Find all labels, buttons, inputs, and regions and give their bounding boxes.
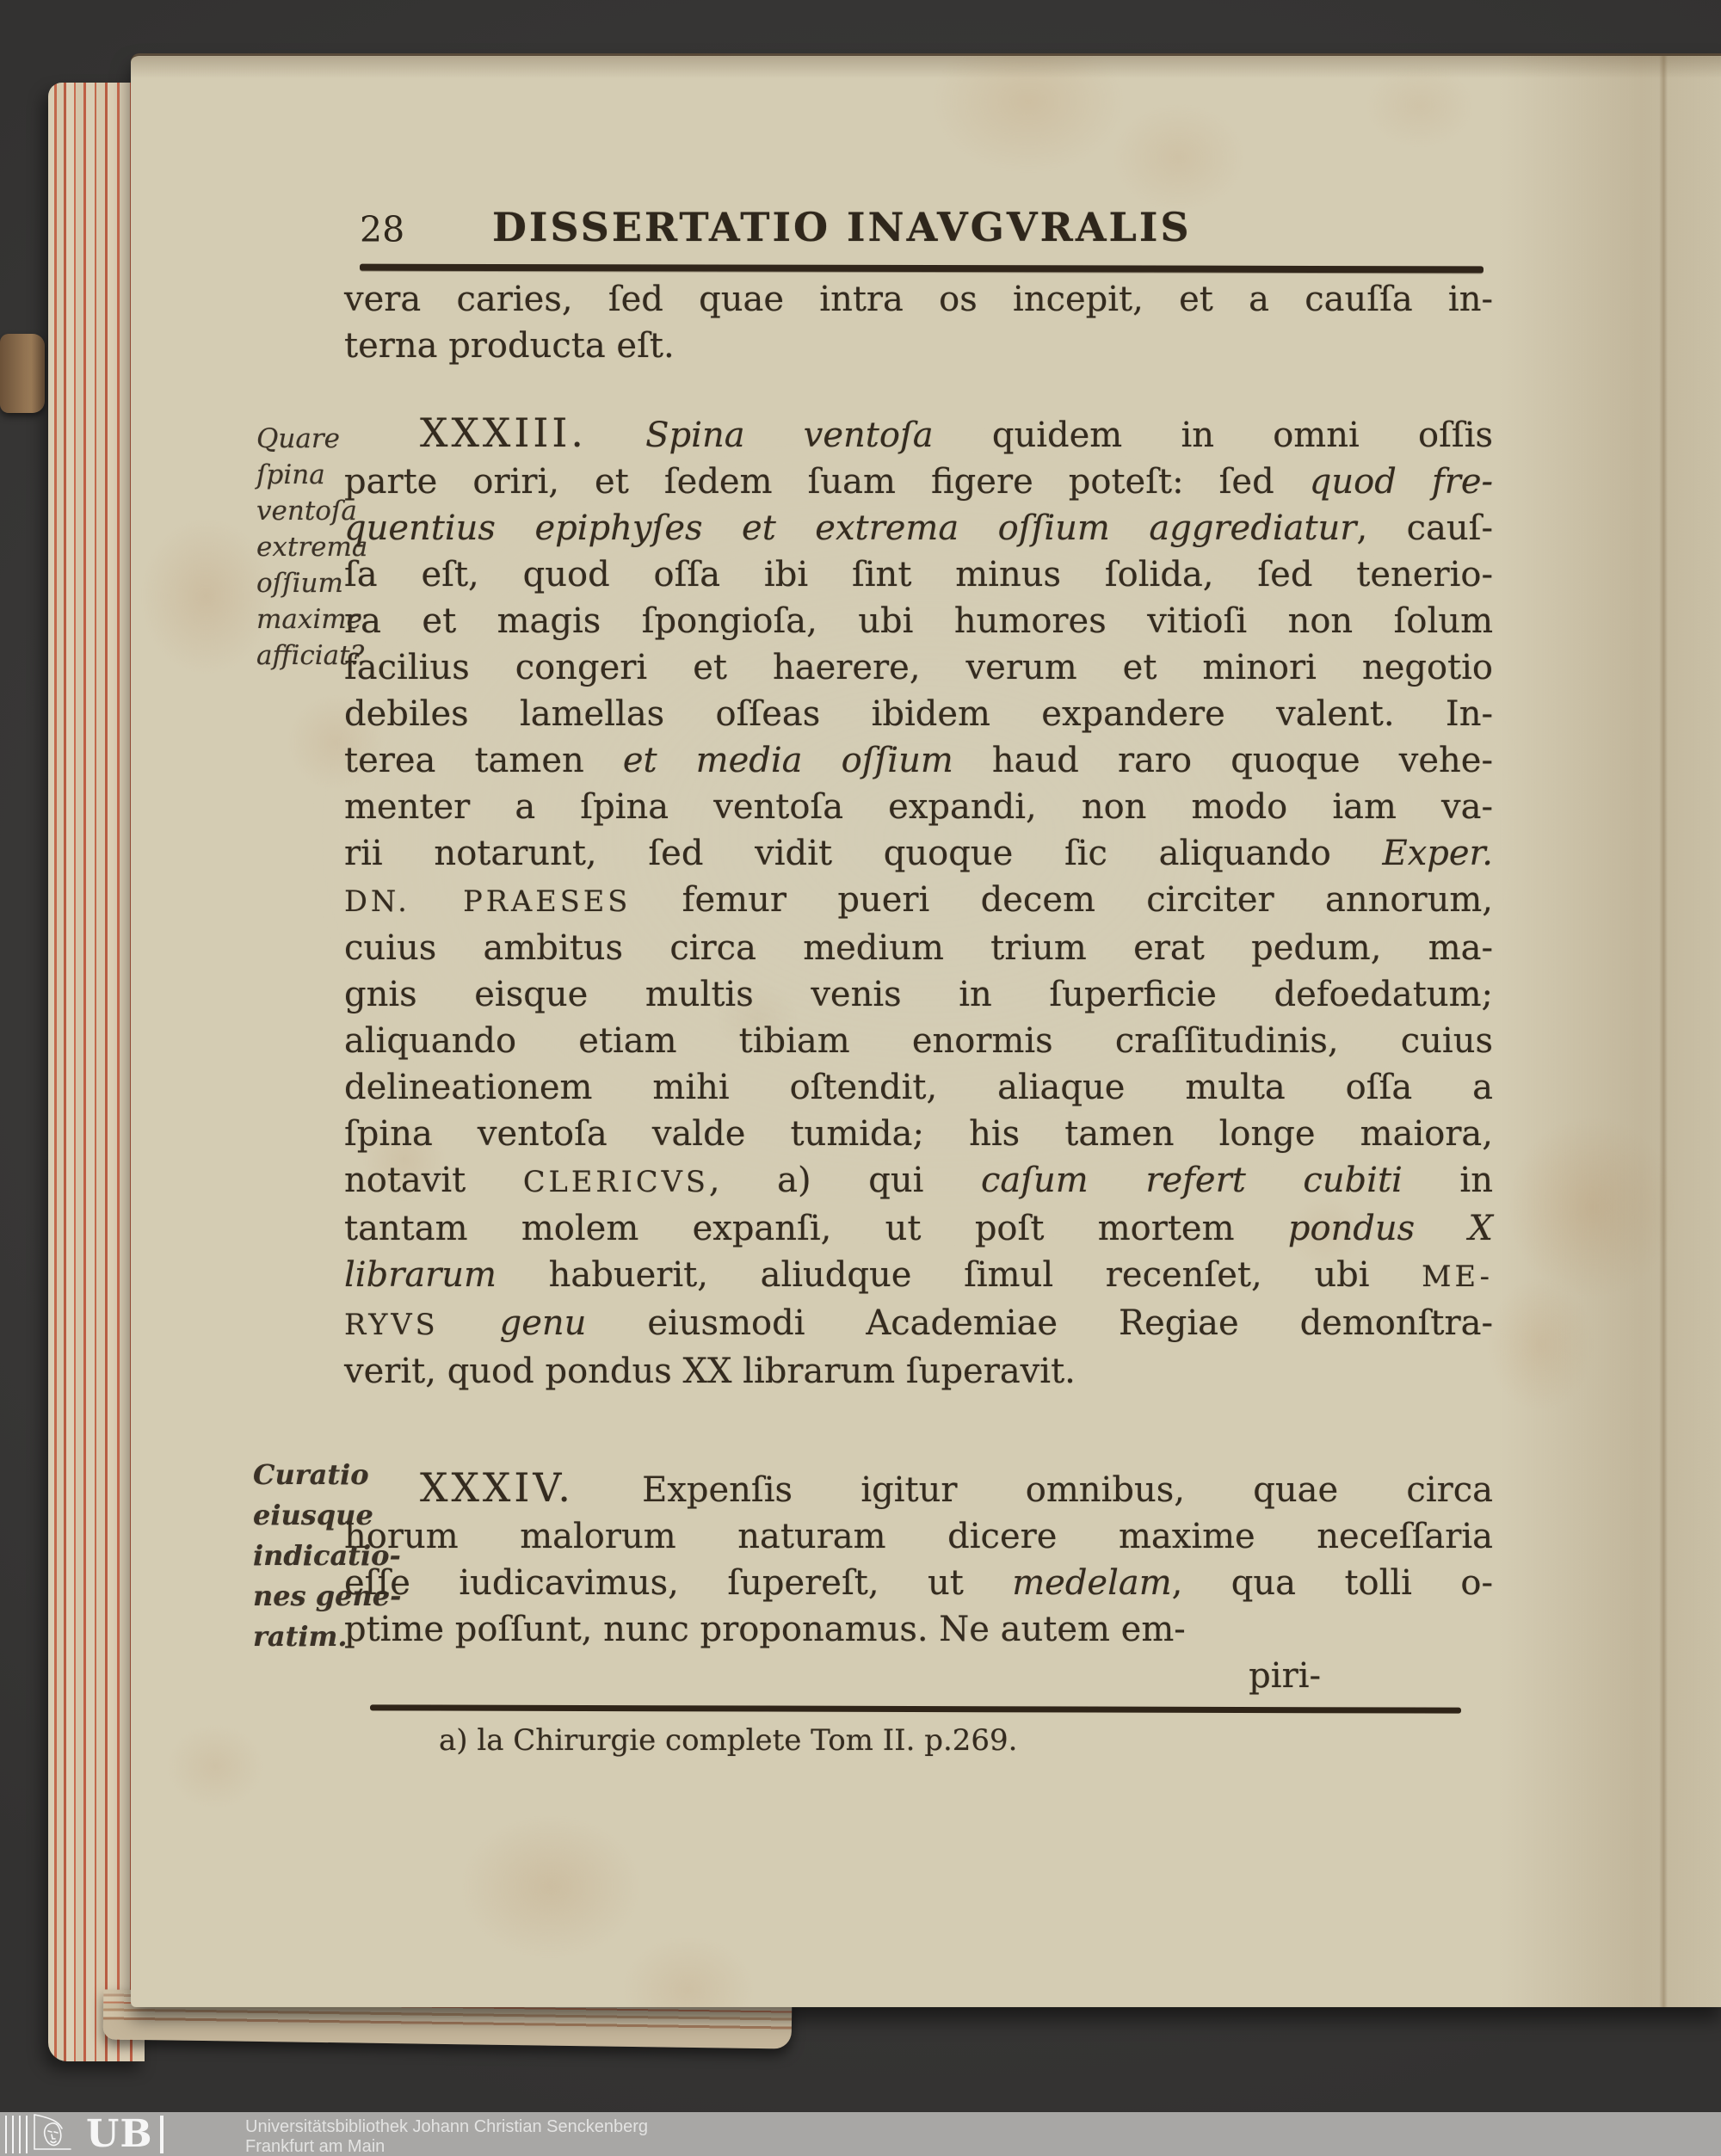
text-line: ſa eſt, quod oſſa ibi ſint minus ſolida, ſed tenerio- (344, 555, 1493, 594)
margin-note-line: ventoſa (256, 496, 357, 527)
library-footer-bar (0, 2112, 1721, 2156)
book-spines-icon (5, 2116, 31, 2153)
page-number: 28 (360, 209, 405, 250)
margin-note-line: maxime (256, 604, 363, 635)
text-line: DN. PRAESES femur pueri decem circiter annorum, (344, 880, 1493, 920)
margin-note-line: afficiat? (256, 640, 365, 671)
text-line: menter a ſpina ventoſa expandi, non modo iam va- (344, 787, 1493, 827)
margin-note-line: ſpina (256, 459, 325, 490)
margin-note-line: eiusque (253, 1499, 373, 1531)
text-line: eſſe iudicavimus, ſupereſt, ut medelam, qua tolli o- (344, 1563, 1493, 1603)
margin-note-line: ratim. (253, 1620, 348, 1653)
text-line: quentius epiphyſes et extrema oſſium aggrediatur, cauſ- (344, 508, 1494, 548)
text-line: piri- (1249, 1656, 1321, 1696)
header-rule (360, 264, 1484, 274)
text-line: gnis eisque multis venis in ſuperficie defoedatum; (344, 975, 1493, 1014)
text-line: cuius ambitus circa medium trium erat pedum, ma- (344, 928, 1493, 968)
text-line: ptime poſſunt, nunc proponamus. Ne autem em- (344, 1610, 1186, 1649)
text-line: RYVS genu eiusmodi Academiae Regiae demonſtra- (344, 1303, 1493, 1343)
margin-note-line: extrema (256, 532, 368, 563)
ub-logo (5, 2111, 163, 2156)
goethe-portrait-icon (33, 2113, 83, 2155)
ub-logo-text: UB (86, 2111, 153, 2156)
text-line: ſpina ventoſa valde tumida; his tamen longe maiora, (344, 1114, 1493, 1154)
running-title: DISSERTATIO INAVGVRALIS (492, 204, 1192, 250)
margin-note-line: indicatio- (253, 1539, 401, 1572)
library-name: Universitätsbibliothek Johann Christian Senckenberg (245, 2117, 649, 2136)
text-line: tantam molem expanſi, ut poſt mortem pondus X (344, 1209, 1493, 1248)
text-line: ra et magis ſpongioſa, ubi humores vitioſi non ſolum (344, 601, 1493, 641)
text-line: facilius congeri et haerere, verum et minori negotio (344, 648, 1493, 687)
gutter-fold-shadow (1659, 56, 1668, 2007)
bookmark-tab (0, 334, 45, 413)
text-line: parte oriri, et ſedem ſuam figere poteſt: ſed quod fre- (344, 462, 1494, 502)
library-name-block (245, 2117, 648, 2156)
margin-note-line: nes gene- (253, 1580, 402, 1612)
text-line: delineationem mihi oſtendit, aliaque multa oſſa a (344, 1068, 1493, 1107)
paragraph (344, 410, 1493, 1395)
margin-note-line: Quare (256, 423, 341, 454)
text-line: notavit CLERICVS, a) qui caſum refert cubiti in (344, 1161, 1493, 1200)
library-city: Frankfurt am Main (245, 2137, 386, 2156)
scanned-page (131, 53, 1721, 2007)
text-line: XXXIV. Expenſis igitur omnibus, quae circa (420, 1465, 1493, 1511)
footnote: a) la Chirurgie complete Tom II. p.269. (439, 1723, 1018, 1758)
footnote-rule (370, 1704, 1461, 1713)
text-line: verit, quod pondus XX librarum ſuperavit. (344, 1352, 1076, 1391)
text-line: librarum habuerit, aliudque ſimul recenſet, ubi ME- (344, 1255, 1493, 1295)
text-line: XXXIII. Spina ventoſa quidem in omni oſſis (420, 410, 1494, 456)
text-line: terea tamen et media oſſium haud raro quoque vehe- (344, 741, 1493, 780)
text-line: terna producta eſt. (344, 326, 675, 366)
paragraph (344, 1465, 1493, 1699)
text-line: aliquando etiam tibiam enormis craſſitudinis, cuius (344, 1021, 1493, 1061)
logo-divider (160, 2116, 163, 2153)
margin-note-line: oſſium (256, 568, 343, 599)
paragraph (344, 276, 1493, 369)
text-line: vera caries, ſed quae intra os incepit, et a cauſſa in- (344, 280, 1493, 319)
text-line: rii notarunt, ſed vidit quoque ſic aliquando Exper. (344, 834, 1493, 873)
body-text (344, 276, 1493, 1699)
text-line: horum malorum naturam dicere maxime neceſſaria (344, 1517, 1493, 1556)
text-line: debiles lamellas oſſeas ibidem expandere valent. In- (344, 694, 1493, 734)
margin-note-line: Curatio (253, 1458, 369, 1491)
